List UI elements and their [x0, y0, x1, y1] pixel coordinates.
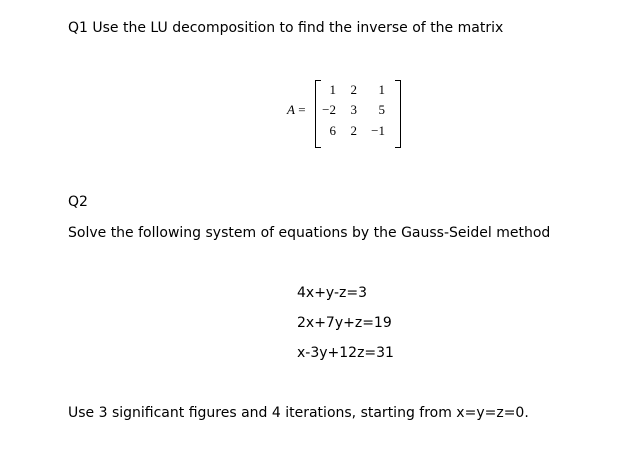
matrix-cell: 1 [329, 82, 336, 97]
equals-sign: = [298, 102, 306, 117]
matrix-cell: 2 [350, 123, 357, 138]
question-2-label: Q2 [68, 194, 88, 210]
matrix-name: A [287, 102, 295, 117]
matrix-cell: 3 [350, 102, 357, 117]
question-1-text: Q1 Use the LU decomposition to find the inverse of the matrix [68, 20, 504, 36]
matrix-cell: 1 [378, 82, 385, 97]
matrix-cell: −2 [322, 102, 336, 117]
equation-2: 2x+7y+z=19 [297, 315, 392, 331]
matrix-cell: 2 [350, 82, 357, 97]
matrix-cell: −1 [371, 123, 385, 138]
matrix-lhs [287, 102, 306, 118]
matrix-cell: 5 [378, 102, 385, 117]
question-2-instruction: Solve the following system of equations by the Gauss-Seidel method [68, 225, 551, 241]
equation-1: 4x+y-z=3 [297, 285, 367, 301]
question-2-note: Use 3 significant figures and 4 iterations, starting from x=y=z=0. [68, 405, 529, 421]
matrix-cell: 6 [329, 123, 336, 138]
equation-3: x-3y+12z=31 [297, 345, 394, 361]
right-bracket [395, 80, 401, 148]
